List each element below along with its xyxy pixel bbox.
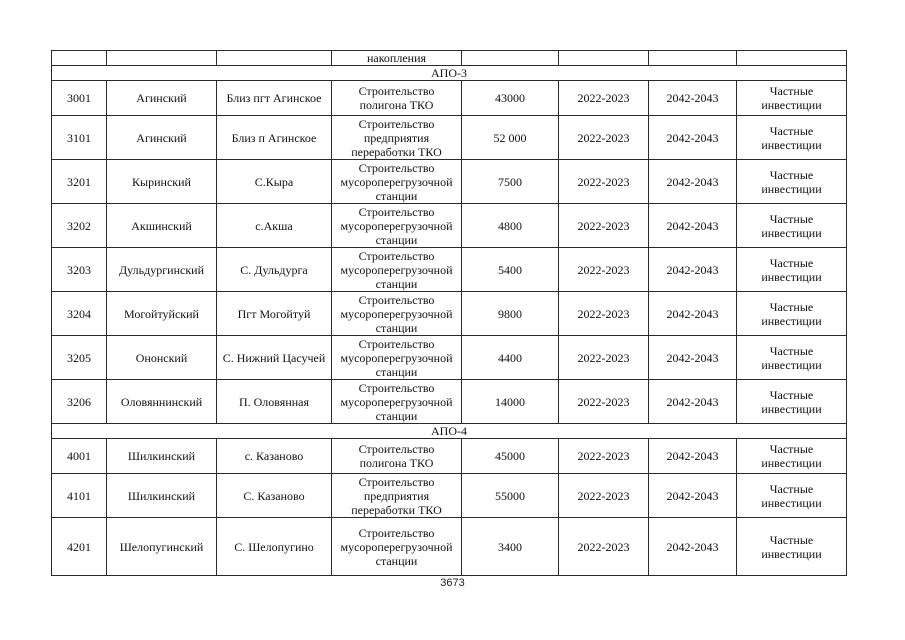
- cell-district: Кыринский: [107, 160, 217, 204]
- cell-years-end: 2042-2043: [649, 336, 737, 380]
- cell-capacity: 55000: [462, 474, 559, 518]
- cell-place: Пгт Могойтуй: [217, 292, 332, 336]
- cell-type: накопления: [332, 51, 462, 66]
- cell-source: Частные инвестиции: [737, 81, 847, 116]
- cell-district: Шилкинский: [107, 439, 217, 474]
- table-row: [52, 474, 847, 518]
- facilities-table: [51, 50, 847, 576]
- cell-source: Частные инвестиции: [737, 292, 847, 336]
- table-row: [52, 204, 847, 248]
- cell-district: Оловяннинский: [107, 380, 217, 424]
- cell-district: Шелопугинский: [107, 518, 217, 576]
- section-header-row: [52, 66, 847, 81]
- cell-id: 3201: [52, 160, 107, 204]
- cell-id: 4101: [52, 474, 107, 518]
- cell-years-end: 2042-2043: [649, 292, 737, 336]
- cell-type: Строительство полигона ТКО: [332, 439, 462, 474]
- cell-id: 4201: [52, 518, 107, 576]
- cell-years-end: 2042-2043: [649, 116, 737, 160]
- cell-place: [217, 51, 332, 66]
- cell-source: Частные инвестиции: [737, 160, 847, 204]
- cell-type: Строительство мусороперегрузочной станции: [332, 292, 462, 336]
- cell-district: Шилкинский: [107, 474, 217, 518]
- cell-id: 3101: [52, 116, 107, 160]
- table-row: [52, 248, 847, 292]
- table-row: [52, 336, 847, 380]
- cell-years-build: [559, 51, 649, 66]
- cell-id: 3001: [52, 81, 107, 116]
- cell-type: Строительство предприятия переработки ТКО: [332, 116, 462, 160]
- page-number: 3673: [440, 577, 465, 589]
- cell-id: [52, 51, 107, 66]
- cell-type: Строительство предприятия переработки ТКО: [332, 474, 462, 518]
- section-header-row: [52, 424, 847, 439]
- table-row: [52, 380, 847, 424]
- cell-years-end: 2042-2043: [649, 81, 737, 116]
- cell-source: Частные инвестиции: [737, 380, 847, 424]
- cell-id: 4001: [52, 439, 107, 474]
- cell-years-build: 2022-2023: [559, 204, 649, 248]
- cell-capacity: 9800: [462, 292, 559, 336]
- cell-years-build: 2022-2023: [559, 116, 649, 160]
- cell-id: 3205: [52, 336, 107, 380]
- cell-capacity: 14000: [462, 380, 559, 424]
- cell-years-build: 2022-2023: [559, 81, 649, 116]
- cell-place: с.Акша: [217, 204, 332, 248]
- cell-source: Частные инвестиции: [737, 116, 847, 160]
- cell-type: Строительство мусороперегрузочной станции: [332, 248, 462, 292]
- cell-years-end: 2042-2043: [649, 248, 737, 292]
- table-row: [52, 439, 847, 474]
- cell-years-build: 2022-2023: [559, 474, 649, 518]
- cell-id: 3202: [52, 204, 107, 248]
- cell-district: [107, 51, 217, 66]
- cell-years-build: 2022-2023: [559, 380, 649, 424]
- cell-years-end: 2042-2043: [649, 439, 737, 474]
- cell-place: С. Шелопугино: [217, 518, 332, 576]
- cell-years-build: 2022-2023: [559, 518, 649, 576]
- cell-source: Частные инвестиции: [737, 248, 847, 292]
- cell-years-build: 2022-2023: [559, 336, 649, 380]
- cell-district: Агинский: [107, 81, 217, 116]
- cell-type: Строительство мусороперегрузочной станции: [332, 518, 462, 576]
- cell-capacity: [462, 51, 559, 66]
- cell-years-build: 2022-2023: [559, 248, 649, 292]
- cell-capacity: 52 000: [462, 116, 559, 160]
- cell-capacity: 4800: [462, 204, 559, 248]
- section-title: АПО-3: [52, 66, 847, 81]
- table-row: [52, 160, 847, 204]
- cell-source: Частные инвестиции: [737, 439, 847, 474]
- table-row: [52, 116, 847, 160]
- cell-capacity: 7500: [462, 160, 559, 204]
- cell-place: П. Оловянная: [217, 380, 332, 424]
- cell-place: с. Казаново: [217, 439, 332, 474]
- cell-place: Близ п Агинское: [217, 116, 332, 160]
- cell-type: Строительство мусороперегрузочной станции: [332, 380, 462, 424]
- cell-type: Строительство мусороперегрузочной станции: [332, 336, 462, 380]
- cell-source: Частные инвестиции: [737, 474, 847, 518]
- cell-id: 3204: [52, 292, 107, 336]
- section-title: АПО-4: [52, 424, 847, 439]
- cell-district: Агинский: [107, 116, 217, 160]
- cell-years-end: 2042-2043: [649, 380, 737, 424]
- cell-district: Дульдургинский: [107, 248, 217, 292]
- cell-type: Строительство мусороперегрузочной станции: [332, 204, 462, 248]
- table-row: [52, 81, 847, 116]
- cell-years-end: 2042-2043: [649, 474, 737, 518]
- cell-years-end: 2042-2043: [649, 518, 737, 576]
- cell-capacity: 43000: [462, 81, 559, 116]
- cell-district: Акшинский: [107, 204, 217, 248]
- cell-id: 3206: [52, 380, 107, 424]
- cell-capacity: 5400: [462, 248, 559, 292]
- cell-place: С.Кыра: [217, 160, 332, 204]
- cell-years-end: [649, 51, 737, 66]
- cell-district: Ононский: [107, 336, 217, 380]
- cell-place: С. Нижний Цасучей: [217, 336, 332, 380]
- cell-capacity: 4400: [462, 336, 559, 380]
- cell-place: С. Казаново: [217, 474, 332, 518]
- cell-id: 3203: [52, 248, 107, 292]
- cell-years-end: 2042-2043: [649, 160, 737, 204]
- cell-place: Близ пгт Агинское: [217, 81, 332, 116]
- continued-row: [52, 51, 847, 66]
- cell-type: Строительство полигона ТКО: [332, 81, 462, 116]
- cell-place: С. Дульдурга: [217, 248, 332, 292]
- table-row: [52, 518, 847, 576]
- cell-capacity: 45000: [462, 439, 559, 474]
- cell-years-build: 2022-2023: [559, 292, 649, 336]
- cell-source: Частные инвестиции: [737, 204, 847, 248]
- cell-years-end: 2042-2043: [649, 204, 737, 248]
- cell-capacity: 3400: [462, 518, 559, 576]
- cell-years-build: 2022-2023: [559, 160, 649, 204]
- cell-source: Частные инвестиции: [737, 518, 847, 576]
- cell-years-build: 2022-2023: [559, 439, 649, 474]
- cell-source: Частные инвестиции: [737, 336, 847, 380]
- cell-source: [737, 51, 847, 66]
- cell-type: Строительство мусороперегрузочной станции: [332, 160, 462, 204]
- table-row: [52, 292, 847, 336]
- cell-district: Могойтуйский: [107, 292, 217, 336]
